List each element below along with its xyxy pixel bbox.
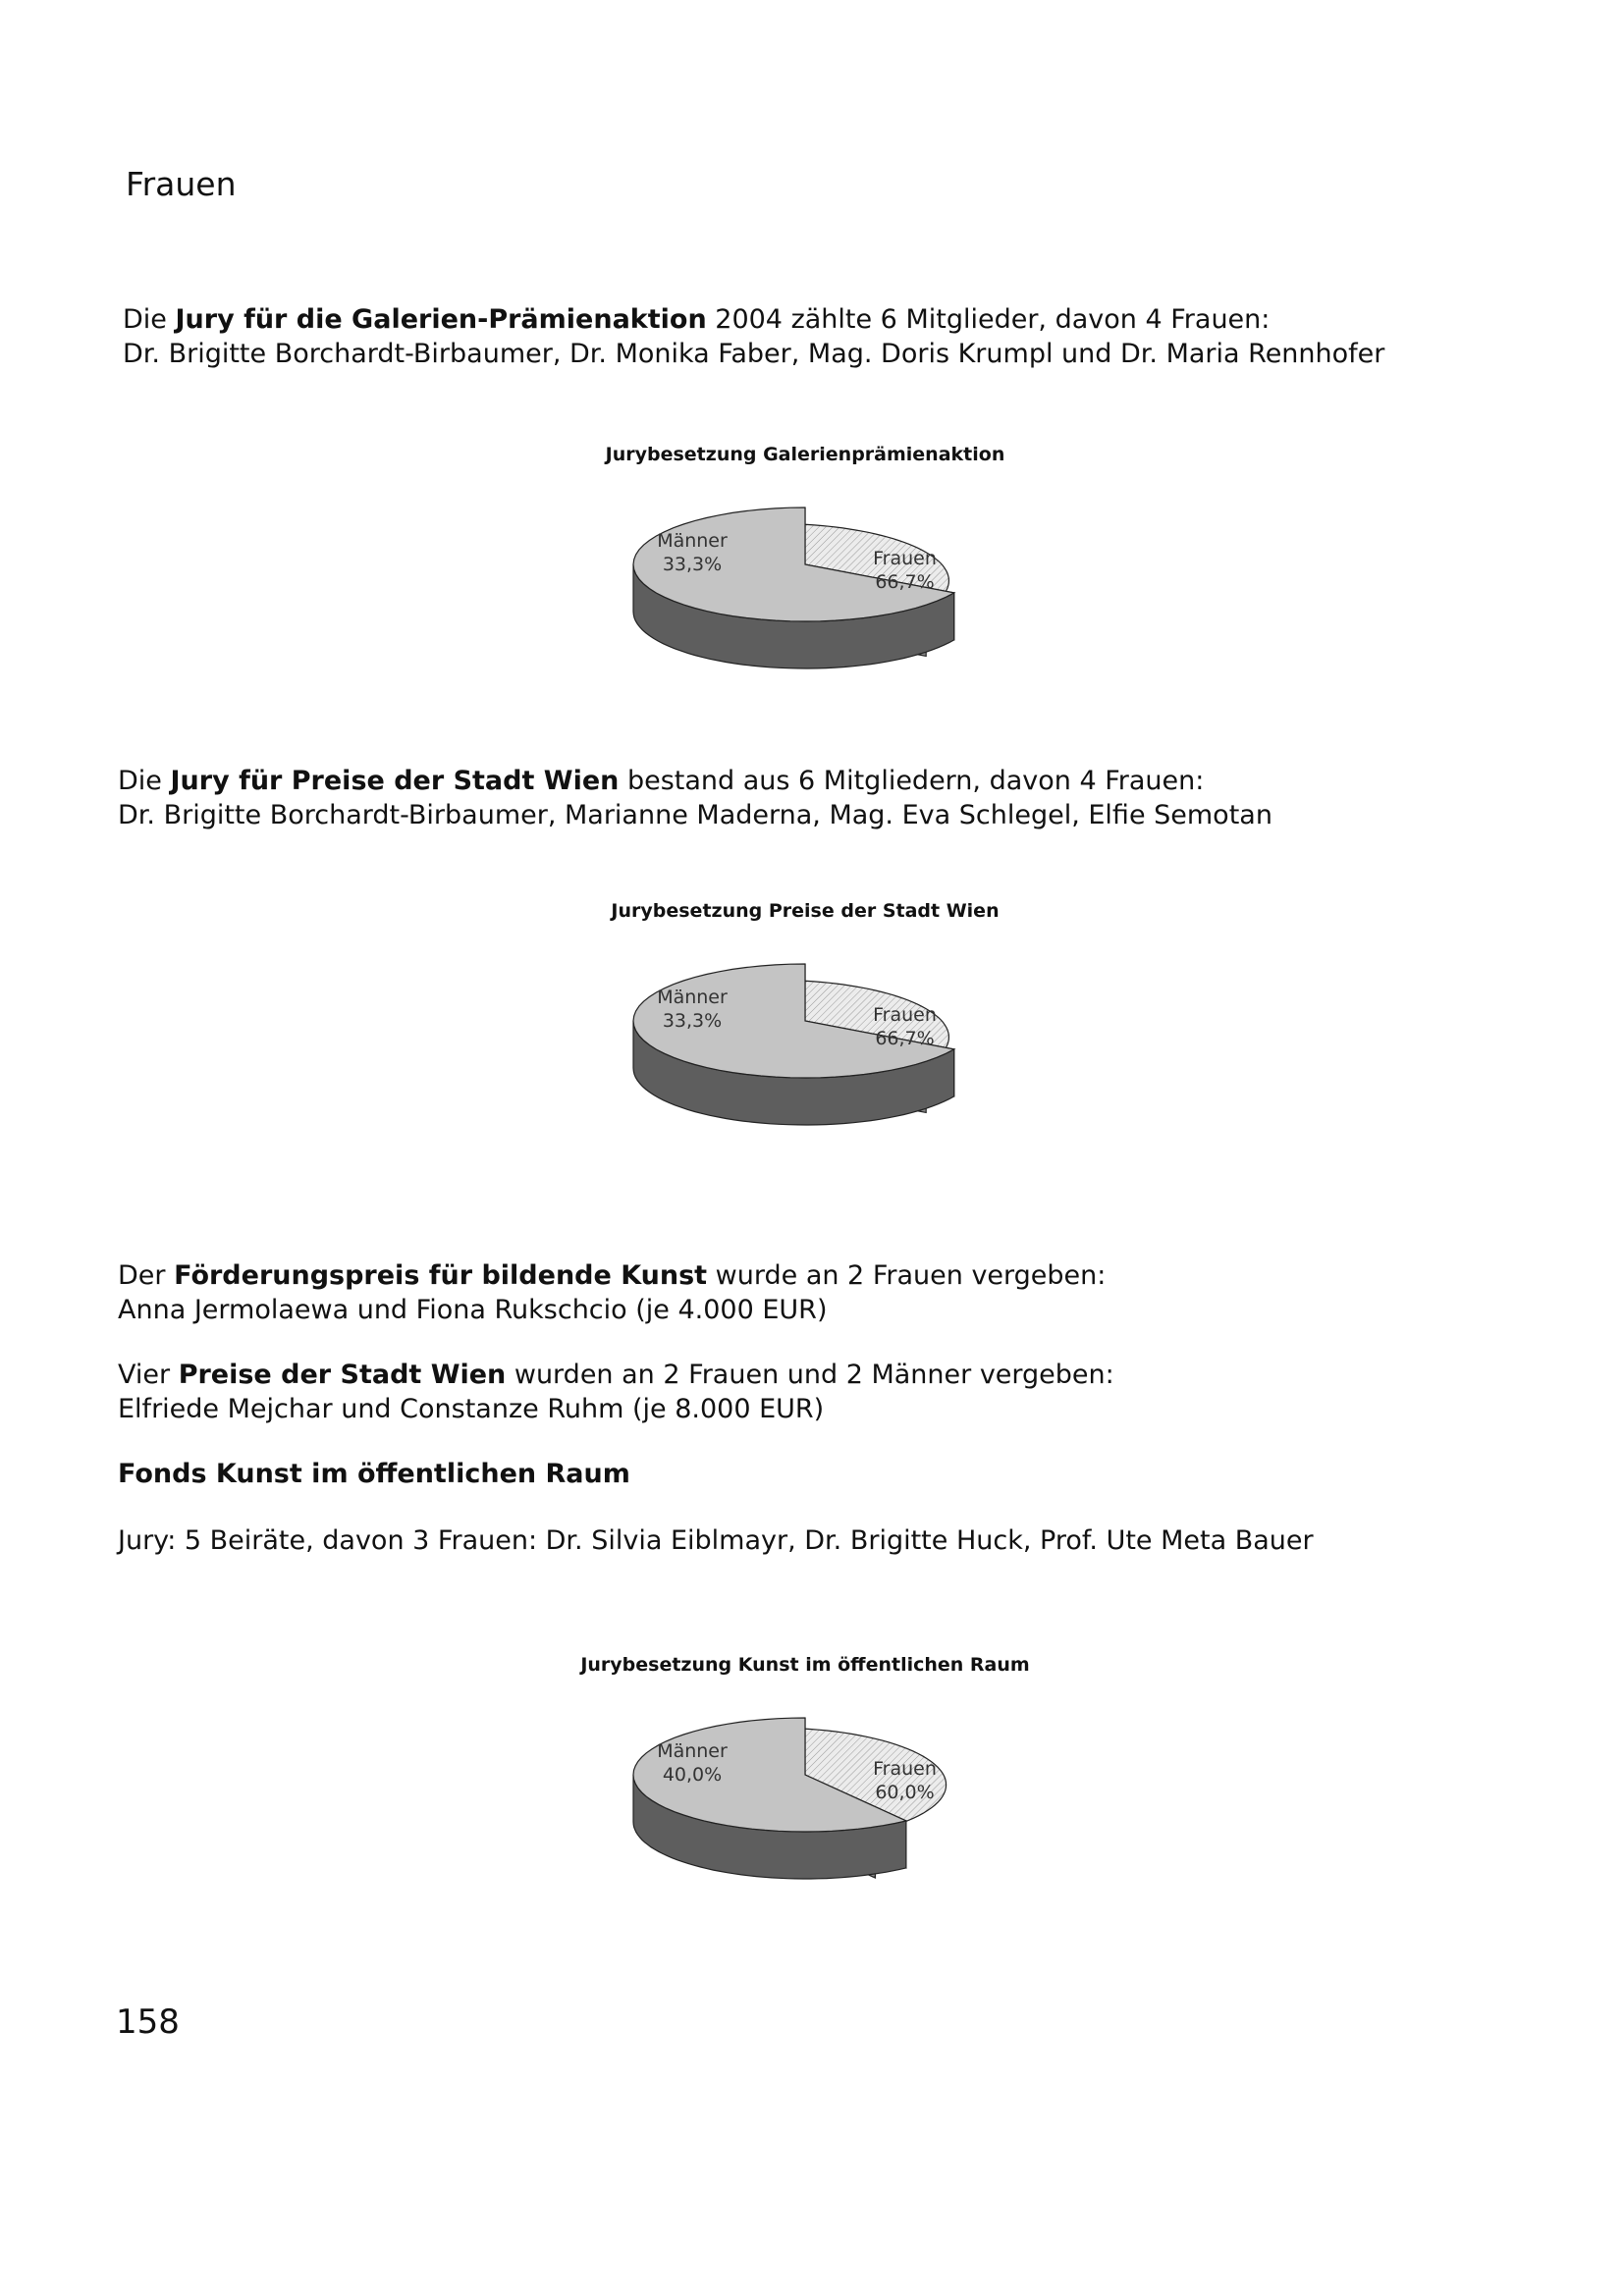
slice-value-maenner: 40,0% — [662, 1764, 723, 1786]
chart-title: Jurybesetzung Galerienprämienaktion — [605, 444, 1005, 465]
paragraph-line: Vier Preise der Stadt Wien wurden an 2 Frauen und 2 Männer vergeben: — [118, 1360, 1114, 1390]
slice-label-frauen: Frauen — [873, 1004, 937, 1026]
pie-chart-preise — [471, 893, 1159, 1188]
paragraph-line: Der Förderungspreis für bildende Kunst wurde an 2 Frauen vergeben: — [118, 1260, 1107, 1291]
chart-title: Jurybesetzung Kunst im öffentlichen Raum — [580, 1654, 1030, 1676]
paragraph-line: Elfriede Mejchar und Constanze Ruhm (je 8.000 EUR) — [118, 1394, 825, 1424]
paragraph-line: Anna Jermolaewa und Fiona Rukschcio (je 4.000 EUR) — [118, 1295, 828, 1325]
paragraph-line: Die Jury für Preise der Stadt Wien bestand aus 6 Mitgliedern, davon 4 Frauen: — [118, 766, 1205, 796]
slice-label-frauen: Frauen — [873, 548, 937, 569]
page-heading: Frauen — [126, 165, 237, 203]
chart-svg — [471, 1647, 1159, 1942]
page-number: 158 — [116, 2002, 180, 2042]
paragraph-foerderungspreis — [118, 1258, 1106, 1327]
paragraph-galerien-jury — [123, 302, 1384, 371]
paragraph-preise-jury — [118, 764, 1272, 832]
jury-line: Jury: 5 Beiräte, davon 3 Frauen: Dr. Silvia Eiblmayr, Dr. Brigitte Huck, Prof. Ute Meta Bauer — [118, 1525, 1314, 1556]
slice-label-maenner: Männer — [657, 530, 728, 552]
pie-chart-galerien — [471, 437, 1159, 731]
section-heading: Fonds Kunst im öffentlichen Raum — [118, 1459, 630, 1489]
slice-value-frauen: 60,0% — [875, 1782, 935, 1803]
paragraph-line: Dr. Brigitte Borchardt-Birbaumer, Dr. Monika Faber, Mag. Doris Krumpl und Dr. Maria Rennhofer — [123, 339, 1385, 369]
paragraph-line: Dr. Brigitte Borchardt-Birbaumer, Marianne Maderna, Mag. Eva Schlegel, Elfie Semotan — [118, 800, 1272, 830]
paragraph-preise-stadt-wien — [118, 1358, 1114, 1426]
slice-label-frauen: Frauen — [873, 1758, 937, 1780]
pie-chart-kunst-raum — [471, 1647, 1159, 1942]
slice-value-maenner: 33,3% — [662, 1010, 723, 1032]
chart-svg — [471, 437, 1159, 731]
slice-label-maenner: Männer — [657, 987, 728, 1008]
paragraph-line: Die Jury für die Galerien-Prämienaktion 2004 zählte 6 Mitglieder, davon 4 Frauen: — [123, 304, 1271, 335]
slice-value-frauen: 66,7% — [875, 1028, 935, 1049]
slice-value-frauen: 66,7% — [875, 571, 935, 593]
slice-label-maenner: Männer — [657, 1740, 728, 1762]
chart-title: Jurybesetzung Preise der Stadt Wien — [611, 900, 1000, 922]
chart-svg — [471, 893, 1159, 1188]
slice-value-maenner: 33,3% — [662, 554, 723, 575]
